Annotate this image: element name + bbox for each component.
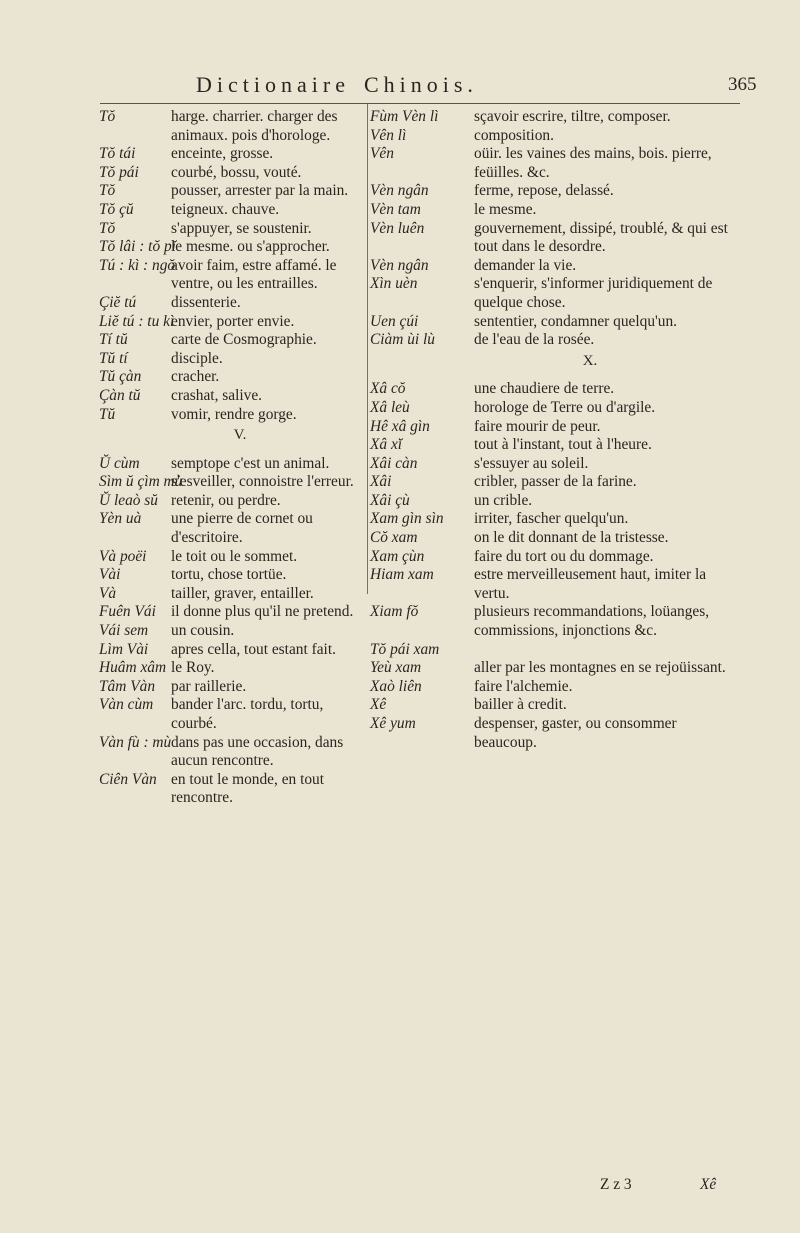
signature-mark: Z z 3: [600, 1176, 632, 1193]
entry-headword: Yèn uà: [99, 510, 142, 528]
entry-definition: envier, porter envie.: [171, 312, 295, 330]
entry-headword: Hê xâ gìn: [370, 417, 430, 435]
entry-headword: Vèn ngân: [370, 182, 429, 200]
dictionary-entry: [99, 641, 361, 660]
dictionary-entry: [99, 771, 361, 808]
dictionary-entry: [99, 145, 361, 164]
entry-definition: apres cella, tout estant fait.: [171, 640, 336, 658]
entry-definition: tailler, graver, entailler.: [171, 584, 314, 602]
dictionary-entry: [370, 659, 730, 678]
section-letter: X.: [582, 352, 598, 369]
entry-definition: il donne plus qu'il ne pretend.: [171, 603, 354, 621]
dictionary-entry: [370, 380, 730, 399]
page-number: 365: [728, 74, 757, 95]
dictionary-entry: [99, 548, 361, 567]
entry-headword: Vàn cùm: [99, 696, 154, 714]
dictionary-entry: [370, 331, 730, 350]
dictionary-entry: [99, 585, 361, 604]
catchword: Xê: [700, 1176, 717, 1193]
entry-headword: Vài: [99, 566, 121, 584]
dictionary-entry: [99, 603, 361, 622]
dictionary-entry: [370, 182, 730, 201]
dictionary-entry: [370, 473, 730, 492]
dictionary-entry: [370, 313, 730, 332]
entry-definition: cribler, passer de la farine.: [474, 473, 637, 491]
entry-definition: le Roy.: [171, 659, 215, 677]
entry-headword: Fuên Vái: [99, 603, 156, 621]
entry-headword: Tŏ: [99, 182, 116, 200]
dictionary-entry: [370, 603, 730, 640]
dictionary-entry: [99, 368, 361, 387]
entry-definition: crashat, salive.: [171, 386, 263, 404]
entry-headword: Uen çúi: [370, 312, 419, 330]
header-rule: [100, 103, 740, 104]
entry-definition: le mesme.: [474, 200, 537, 218]
entry-definition: s'essuyer au soleil.: [474, 454, 589, 472]
entry-headword: Xìn uèn: [370, 275, 418, 293]
left-column: [99, 108, 361, 808]
entry-headword: Vèn luên: [370, 219, 425, 237]
entry-definition: ferme, repose, delassé.: [474, 182, 614, 200]
entry-headword: Xâi càn: [370, 454, 418, 472]
entry-definition: faire mourir de peur.: [474, 417, 601, 435]
entry-definition: un crible.: [474, 491, 533, 509]
entry-definition: cracher.: [171, 368, 220, 386]
entry-headword: Tŭ tí: [99, 349, 128, 367]
dictionary-entry: [370, 529, 730, 548]
entry-definition: gouvernement, dissipé, troublé, & qui est tout dans le desordre.: [474, 219, 728, 256]
entry-definition: on le dit donnant de la tristesse.: [474, 529, 669, 547]
entry-headword: Xâ xĭ: [370, 436, 403, 454]
entry-definition: pousser, arrester par la main.: [171, 182, 349, 200]
entry-definition: horologe de Terre ou d'argile.: [474, 398, 656, 416]
entry-headword: Çiĕ tú: [99, 293, 137, 311]
entry-definition: un cousin.: [171, 622, 235, 640]
dictionary-entry: [370, 399, 730, 418]
column-divider: [367, 104, 368, 594]
dictionary-entry: [99, 182, 361, 201]
entry-headword: Ŭ cùm: [99, 454, 140, 472]
entry-headword: Xâ cŏ: [370, 380, 406, 398]
dictionary-entry: [99, 201, 361, 220]
dictionary-entry: [370, 548, 730, 567]
entry-headword: Tŏ çŭ: [99, 200, 134, 218]
entry-headword: Tŏ: [99, 108, 116, 125]
entry-headword: Xiam fŏ: [370, 603, 419, 621]
dictionary-entry: [99, 164, 361, 183]
dictionary-entry: [370, 108, 730, 127]
entry-definition: enceinte, grosse.: [171, 145, 274, 163]
entry-headword: Vàn fù : mù: [99, 733, 172, 751]
entry-headword: Lìm Vài: [99, 640, 149, 658]
entry-definition: s'enquerir, s'informer juridiquement de quelque chose.: [474, 275, 713, 311]
dictionary-entry: [99, 406, 361, 425]
section-letter: V.: [233, 427, 247, 444]
entry-headword: Xaò liên: [370, 677, 422, 695]
entry-headword: Tŏ pái xam: [370, 640, 440, 658]
running-header: [196, 72, 606, 98]
dictionary-entry: [99, 622, 361, 641]
entry-definition: sententier, condamner quelqu'un.: [474, 312, 678, 330]
entry-headword: Cŏ xam: [370, 529, 418, 547]
dictionary-entry: [370, 418, 730, 437]
entry-headword: Vên: [370, 145, 394, 163]
entry-headword: Tŏ: [99, 219, 116, 237]
entry-headword: Yeù xam: [370, 659, 422, 677]
dictionary-entry: [370, 492, 730, 511]
entry-definition: vomir, rendre gorge.: [171, 405, 297, 423]
entry-definition: courbé, bossu, vouté.: [171, 163, 302, 181]
entry-definition: aller par les montagnes en se rejoüissant.: [474, 659, 726, 677]
entry-definition: despenser, gaster, ou consommer beaucoup.: [474, 715, 677, 751]
entry-definition: une pierre de cornet ou d'escritoire.: [171, 510, 313, 547]
dictionary-entry: [370, 566, 730, 603]
dictionary-entry: [370, 275, 730, 312]
entry-definition: de l'eau de la rosée.: [474, 331, 595, 349]
entry-definition: le mesme. ou s'approcher.: [171, 238, 330, 256]
entry-headword: Vên lì: [370, 126, 407, 144]
dictionary-entry: [99, 294, 361, 313]
dictionary-entry: [99, 659, 361, 678]
entry-headword: Hiam xam: [370, 566, 434, 584]
entry-definition: bailler à credit.: [474, 696, 567, 714]
entry-definition: disciple.: [171, 349, 223, 367]
entry-headword: Tŏ lâi : tŏ pĭ: [99, 238, 176, 256]
entry-headword: Ciên Vàn: [99, 770, 157, 788]
dictionary-entry: [99, 331, 361, 350]
dictionary-entry: [99, 313, 361, 332]
entry-headword: Và poëi: [99, 547, 147, 565]
entry-definition: dissenterie.: [171, 293, 241, 311]
entry-definition: sçavoir escrire, tiltre, composer.: [474, 108, 671, 125]
entry-definition: carte de Cosmographie.: [171, 331, 317, 349]
entry-headword: Huâm xâm: [99, 659, 167, 677]
dictionary-entry: [370, 510, 730, 529]
dictionary-entry: [99, 678, 361, 697]
entry-definition: plusieurs recommandations, loüanges, commissions, injonctions &c.: [474, 603, 710, 640]
entry-definition: s'appuyer, se soustenir.: [171, 219, 312, 237]
entry-headword: Sìm ŭ çìm mù: [99, 473, 183, 491]
dictionary-entry: [370, 715, 730, 752]
entry-headword: Liĕ tú : tu kì: [99, 312, 175, 330]
dictionary-entry: [99, 492, 361, 511]
entry-definition: dans pas une occasion, dans aucun rencontre.: [171, 733, 344, 770]
dictionary-entry: [99, 257, 361, 294]
entry-definition: faire du tort ou du dommage.: [474, 547, 654, 565]
entry-headword: Çàn tŭ: [99, 386, 141, 404]
entry-definition: s'esveiller, connoistre l'erreur.: [171, 473, 354, 491]
dictionary-entry: [370, 641, 730, 660]
dictionary-entry: [370, 455, 730, 474]
dictionary-entry: [370, 678, 730, 697]
entry-headword: Xam gìn sìn: [370, 510, 444, 528]
entry-definition: estre merveilleusement haut, imiter la vertu.: [474, 566, 707, 602]
entry-headword: Xê yum: [370, 715, 416, 732]
header-title-part2: Chinois.: [363, 72, 478, 97]
dictionary-entry: [370, 696, 730, 715]
dictionary-entry: [99, 238, 361, 257]
entry-headword: Fùm Vèn lì: [370, 108, 439, 125]
dictionary-entry: [99, 473, 361, 492]
entry-headword: Ciàm ùi lù: [370, 331, 435, 349]
dictionary-entry: [370, 145, 730, 182]
entry-definition: [474, 641, 730, 660]
entry-definition: une chaudiere de terre.: [474, 380, 615, 398]
entry-definition: faire l'alchemie.: [474, 677, 573, 695]
right-column: [370, 108, 730, 752]
dictionary-entry: [99, 350, 361, 369]
dictionary-entry: [370, 201, 730, 220]
header-title-part1: Dictionaire: [196, 72, 350, 97]
entry-definition: bander l'arc. tordu, tortu, courbé.: [171, 696, 324, 732]
dictionary-entry: [99, 108, 361, 145]
entry-definition: tout à l'instant, tout à l'heure.: [474, 436, 652, 454]
entry-definition: composition.: [474, 126, 554, 144]
dictionary-entry: [99, 455, 361, 474]
entry-definition: demander la vie.: [474, 256, 577, 274]
entry-headword: Xam çùn: [370, 547, 425, 565]
dictionary-entry: [99, 220, 361, 239]
entry-definition: semptope c'est un animal.: [171, 454, 330, 472]
entry-headword: Tŭ: [99, 405, 116, 423]
dictionary-entry: [99, 387, 361, 406]
dictionary-entry: [370, 127, 730, 146]
entry-headword: Tŏ pái: [99, 163, 139, 181]
dictionary-entry: [370, 257, 730, 276]
dictionary-entry: [370, 220, 730, 257]
entry-definition: avoir faim, estre affamé. le ventre, ou les entrailles.: [171, 256, 337, 293]
entry-definition: harge. charrier. charger des animaux. pois d'horologe.: [171, 108, 338, 144]
entry-headword: Xê: [370, 696, 387, 714]
entry-definition: oüir. les vaines des mains, bois. pierre, feüilles. &c.: [474, 145, 712, 181]
entry-definition: irriter, fascher quelqu'un.: [474, 510, 629, 528]
entry-headword: Vái sem: [99, 622, 149, 640]
entry-headword: Xâi: [370, 473, 392, 491]
entry-headword: Xâ leù: [370, 398, 410, 416]
dictionary-entry: [99, 734, 361, 771]
entry-definition: retenir, ou perdre.: [171, 491, 281, 509]
dictionary-entry: [99, 696, 361, 733]
entry-headword: Tŏ tái: [99, 145, 136, 163]
entry-headword: Ŭ leaò sŭ: [99, 491, 158, 509]
entry-definition: teigneux. chauve.: [171, 200, 280, 218]
dictionary-entry: [370, 436, 730, 455]
entry-headword: Vèn ngân: [370, 256, 429, 274]
entry-headword: Vèn tam: [370, 200, 421, 218]
entry-definition: le toit ou le sommet.: [171, 547, 298, 565]
dictionary-entry: [99, 566, 361, 585]
entry-headword: Và: [99, 584, 117, 602]
dictionary-entry: [99, 510, 361, 547]
entry-headword: Xâi çù: [370, 491, 410, 509]
entry-headword: Tâm Vàn: [99, 677, 156, 695]
entry-headword: Tí tŭ: [99, 331, 128, 349]
entry-headword: Tú : kì : ngŏ: [99, 256, 176, 274]
entry-definition: en tout le monde, en tout rencontre.: [171, 770, 325, 807]
entry-headword: Tŭ çàn: [99, 368, 142, 386]
entry-definition: par raillerie.: [171, 677, 247, 695]
entry-definition: tortu, chose tortüe.: [171, 566, 287, 584]
